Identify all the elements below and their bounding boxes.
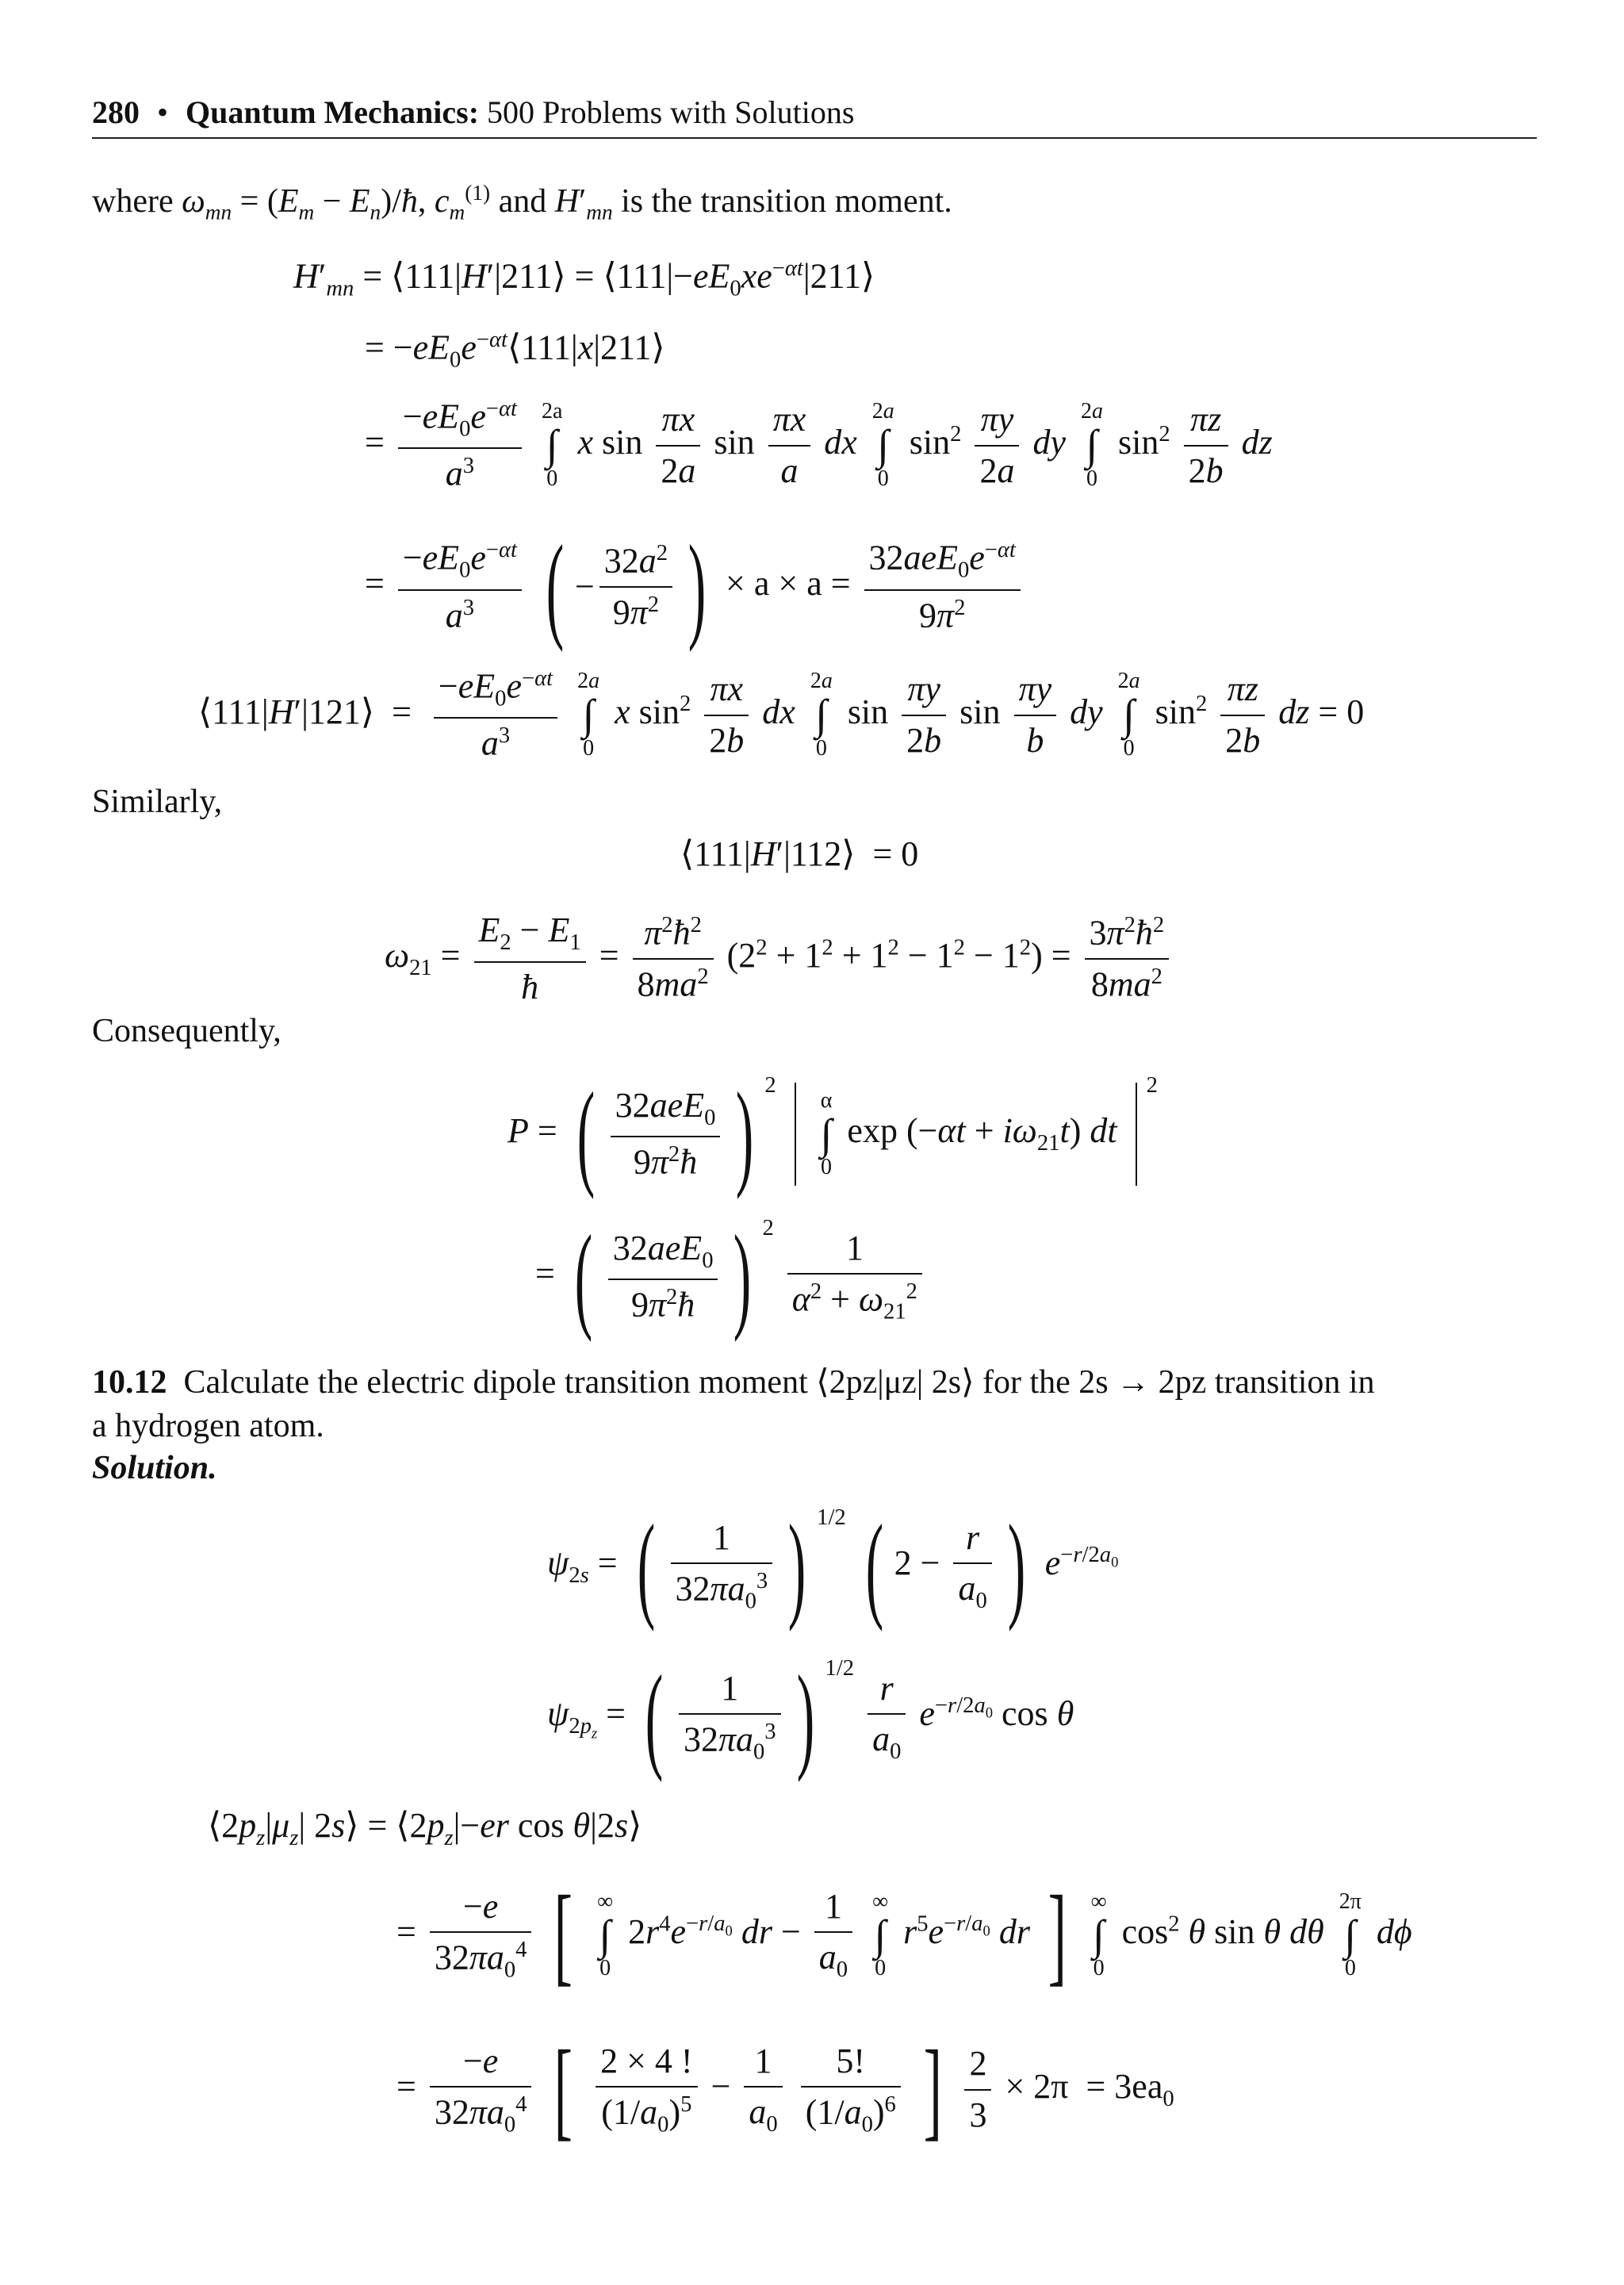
problem-text-line2: a hydrogen atom. (92, 1408, 324, 1444)
equation-11: $\psi_{2p_z}$ = ( $\frac{1}{32\pi a_0^3}$ ) $^{1/2}$ $\frac{r}{a_0}$ $e^{-r/2a_0}$ cos θ (547, 1651, 1074, 1783)
equation-4: = $\frac{-eE_0e^{-\alpha t}}{a^3}$ ( − $\frac{32a^2}{9\pi^2}$ ) × a × a = $\frac{32aeE_0e^{-\alpha t}}{9\pi^2}$ (365, 527, 1025, 646)
equation-12: $⟨2p_z|\mu_z|$ 2s⟩ = $⟨2p_z|-er$ cos θ|2s⟩ (208, 1806, 642, 1850)
eq5-zero: = 0 (1318, 692, 1365, 731)
equation-7: $\omega_{21}$ = $\frac{E_2 - E_1}{ħ}$ = $\frac{\pi^2ħ^2}{8ma^2}$ $(2^2 + 1^2 + 1^2 - 1^2 - 1^2)$ = $\frac{3\pi^2ħ^2}{8ma^2}$ (385, 911, 1174, 1007)
equation-14: = $\frac{-e}{32\pi a_0^4}$ [ $\frac{2 \times 4 !}{(1/a_0)^5}$ − $\frac{1}{a_0}$ $\frac{5!}{(1/a_0)^6}$ ] $\frac{2}{3}$ × $2\pi = 3ea_0$ (396, 2028, 1174, 2151)
eq4-times: × a × a = (726, 564, 851, 604)
problem-number: 10.12 (92, 1364, 167, 1401)
equation-1: $H'_{mn}$ = ⟨111|H′|211⟩ = $⟨111|-eE_0xe^{-\alpha t}|211⟩$ (293, 256, 875, 301)
eq3-equals: = (365, 422, 385, 462)
intro-text: where $\omega_{mn} = (E_m$ − $E_n)/ħ$, $c_m^{(1)}$ and $H'_{mn}$ is the transition moment. (92, 181, 952, 224)
page-header (92, 94, 1537, 139)
eq8-upper: α (820, 1087, 833, 1113)
page-number: 280 (92, 94, 140, 130)
equation-9: = ( $\frac{32aeE_0}{9\pi^2ħ}$ ) $^2$ $\frac{1}{\alpha^2 + \omega_{21}^2}$ (535, 1217, 927, 1336)
similarly-label: Similarly, (92, 784, 223, 820)
equation-3: = $\frac{-eE_0e^{-\alpha t}}{a^3}$ 2a ∫ 0 x sin $\frac{\pi x}{2a}$ sin $\frac{\pi x}{a}$ dx 2a ∫ 0 $\sin^2$ $\frac{\pi y}{2a}$ dy 2a ∫ 0 $\sin^2$ $\frac{\pi z}{2b}$ dz (365, 397, 1273, 493)
equation-2: = $-eE_0e^{-\alpha t}⟨111|x|211⟩$ (365, 328, 665, 373)
intro-where: where (92, 183, 174, 220)
consequently-label: Consequently, (92, 1013, 282, 1049)
book-title: Quantum Mechanics: (186, 94, 480, 130)
eq13-upper-phi: 2π (1339, 1888, 1362, 1914)
eq13-upper: ∞ (597, 1888, 614, 1914)
equation-6: ⟨111|H′|112⟩ = 0 (680, 834, 919, 873)
equation-10: $\psi_{2s}$ = ( $\frac{1}{32\pi a_0^3}$ ) $^{1/2}$ ( 2 − $\frac{r}{a_0}$ ) $e^{-r/2a_0}$ (547, 1501, 1119, 1632)
eq3-upper-x: 2a (542, 399, 563, 424)
intro-and: and (498, 183, 547, 220)
eq14-result: = 3ea (1086, 2067, 1163, 2107)
book-subtitle: 500 Problems with Solutions (487, 94, 855, 130)
equation-8: P = ( $\frac{32aeE_0}{9\pi^2ħ}$ ) $^2$ α ∫ 0 $\exp (-\alpha t + i\omega_{21}t)$ dt $^2$ (508, 1068, 1158, 1200)
problem-statement: Calculate the electric dipole transition moment ⟨2pz|μz| 2s⟩ for the 2s → 2pz transition in (183, 1364, 1375, 1401)
eq3-lower-x: 0 (546, 466, 558, 492)
equation-13: = $\frac{-e}{32\pi a_0^4}$ [ ∞ ∫ 0 $2r^4e^{-r/a_0}$ dr − $\frac{1}{a_0}$ ∞ ∫ 0 $r^5e^{-r/a_0}$ dr ] ∞ ∫ 0 $\cos^2 \theta$ sin θ dθ 2π ∫ 0 dϕ (396, 1873, 1412, 1996)
intro-end: is the transition moment. (621, 183, 952, 220)
header-bullet: • (157, 94, 169, 130)
problem-text-line1 (92, 1364, 1375, 1401)
eq14-times-2pi: × 2π (1005, 2067, 1069, 2107)
equation-5: ⟨111|H′|121⟩ = $\frac{-eE_0e^{-\alpha t}}{a^3}$ 2a ∫ 0 x $\sin^2$ $\frac{\pi x}{2b}$ dx 2a ∫ 0 sin $\frac{\pi y}{2b}$ sin $\frac{\pi y}{b}$ dy 2a ∫ 0 $\sin^2$ $\frac{\pi z}{2b}$ dz = 0 (198, 666, 1365, 763)
solution-label: Solution. (92, 1450, 217, 1486)
